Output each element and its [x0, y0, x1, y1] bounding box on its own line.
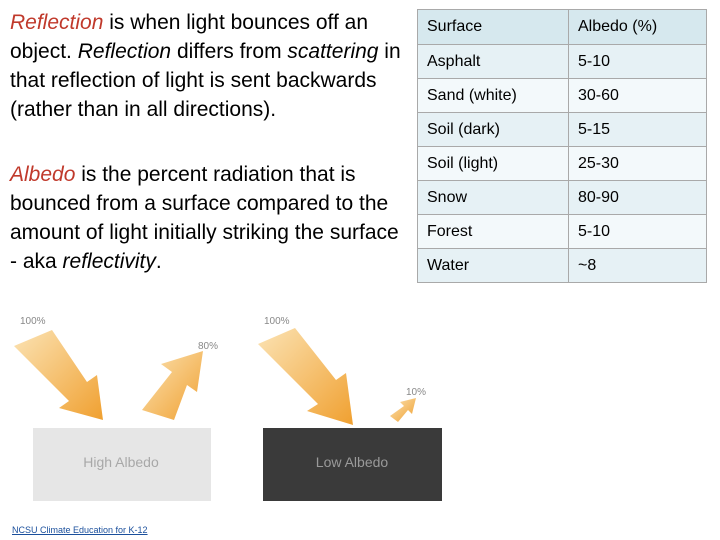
table-cell-surface: Sand (white) [418, 79, 569, 113]
table-cell-surface: Snow [418, 181, 569, 215]
table-cell-surface: Water [418, 249, 569, 283]
table-cell-albedo: 5-15 [569, 113, 707, 147]
reflected-arrow-low [390, 398, 416, 422]
low-albedo-group [258, 316, 442, 501]
table-cell-albedo: 30-60 [569, 79, 707, 113]
table-cell-surface: Soil (dark) [418, 113, 569, 147]
albedo-paragraph [10, 160, 410, 276]
reflection-term-2: Reflection [77, 40, 172, 63]
reflection-text-2: differs from [171, 40, 288, 63]
table-header-albedo: Albedo (%) [569, 10, 707, 45]
low-albedo-label: Low Albedo [315, 454, 389, 470]
albedo-text-1: is the percent radiation that is bounced from a surface compared to the amount of light initially striking the surface - aka [10, 163, 399, 273]
table-header-surface: Surface [418, 10, 569, 45]
incoming-arrow-low [258, 328, 353, 425]
table-cell-albedo: 5-10 [569, 215, 707, 249]
high-incoming-label: 100% [20, 316, 46, 327]
table-row [418, 249, 707, 283]
albedo-diagram [0, 300, 460, 525]
low-incoming-label: 100% [264, 316, 290, 327]
high-albedo-label: High Albedo [83, 454, 159, 470]
table-row [418, 147, 707, 181]
credit-link[interactable]: NCSU Climate Education for K-12 [12, 525, 148, 535]
reflection-term: Reflection [10, 11, 104, 34]
table-row [418, 45, 707, 79]
albedo-table [417, 9, 707, 283]
table-cell-surface: Soil (light) [418, 147, 569, 181]
incoming-arrow-high [14, 330, 103, 420]
reflectivity-term: reflectivity [62, 250, 156, 273]
reflection-text-1: is when light bounces off an object. [10, 11, 369, 63]
table-row [418, 79, 707, 113]
table-row [418, 215, 707, 249]
table-header-row [418, 10, 707, 45]
albedo-term: Albedo [10, 163, 76, 186]
high-reflected-label: 80% [198, 341, 219, 352]
table-cell-surface: Asphalt [418, 45, 569, 79]
table-cell-albedo: 5-10 [569, 45, 707, 79]
reflected-arrow-high [142, 351, 203, 420]
table-row [418, 113, 707, 147]
table-cell-surface: Forest [418, 215, 569, 249]
low-reflected-label: 10% [406, 387, 427, 398]
table-row [418, 181, 707, 215]
table-cell-albedo: ~8 [569, 249, 707, 283]
reflection-text-3: in that reflection of light is sent backwards (rather than in all directions). [10, 40, 401, 121]
albedo-text-2: . [155, 250, 162, 273]
high-albedo-group [14, 316, 218, 501]
table-cell-albedo: 80-90 [569, 181, 707, 215]
table-cell-albedo: 25-30 [569, 147, 707, 181]
scattering-term: scattering [287, 40, 379, 63]
reflection-paragraph [10, 8, 410, 124]
